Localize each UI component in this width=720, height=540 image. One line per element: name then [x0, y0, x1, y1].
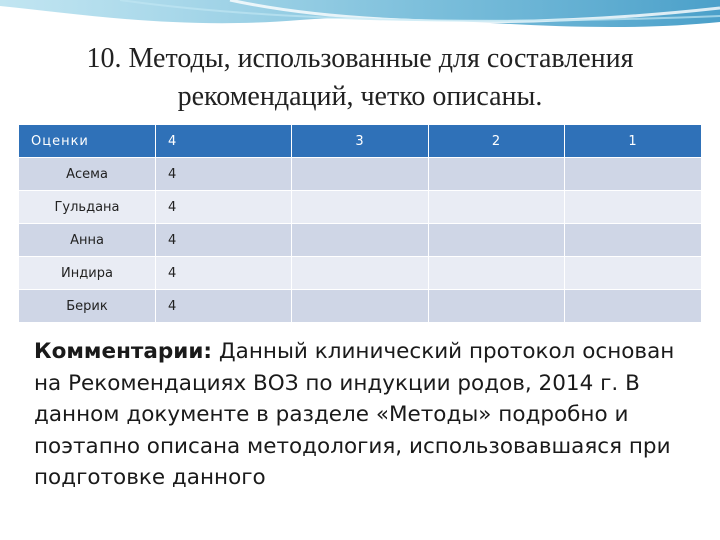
table-cell-name: Асема: [19, 158, 156, 191]
table-row: [19, 191, 702, 224]
comment-label: Комментарии:: [34, 339, 213, 364]
comment-block: [34, 336, 694, 494]
table-cell-name: Анна: [19, 224, 156, 257]
table-cell: [565, 158, 702, 191]
header-cell-4: 4: [156, 125, 292, 158]
header-cell-2: 2: [429, 125, 565, 158]
table-cell: [429, 257, 565, 290]
table-cell: [292, 290, 429, 323]
table-row: [19, 290, 702, 323]
table-cell: [292, 257, 429, 290]
header-cell-ratings: Оценки: [19, 125, 156, 158]
table-cell: [429, 158, 565, 191]
table-row: [19, 158, 702, 191]
ratings-table: [18, 124, 702, 323]
table-cell: [292, 158, 429, 191]
table-cell-name: Гульдана: [19, 191, 156, 224]
table-cell: 4: [156, 257, 292, 290]
header-cell-3: 3: [292, 125, 429, 158]
table-cell-name: Берик: [19, 290, 156, 323]
table-cell: [292, 191, 429, 224]
table-row: [19, 257, 702, 290]
header-cell-1: 1: [565, 125, 702, 158]
table-cell: [565, 224, 702, 257]
comment-text: Данный клинический протокол основан на Рекомендациях ВОЗ по индукции родов, 2014 г. В данном документе в разделе «Методы» подробно и поэтапно описана методология, использовавшаяся при подготовке данного: [34, 339, 675, 490]
table-cell: [429, 290, 565, 323]
table-cell: [292, 224, 429, 257]
table-cell: 4: [156, 224, 292, 257]
table-cell: 4: [156, 290, 292, 323]
table-row: [19, 224, 702, 257]
slide-title: 10. Методы, использованные для составления рекомендаций, четко описаны.: [86, 43, 634, 112]
table-cell: [429, 224, 565, 257]
table-cell: [565, 191, 702, 224]
table-cell: [565, 257, 702, 290]
table-header-row: [19, 125, 702, 158]
table-cell: [565, 290, 702, 323]
table-cell: [429, 191, 565, 224]
table-cell: 4: [156, 158, 292, 191]
table-cell: 4: [156, 191, 292, 224]
table-cell-name: Индира: [19, 257, 156, 290]
